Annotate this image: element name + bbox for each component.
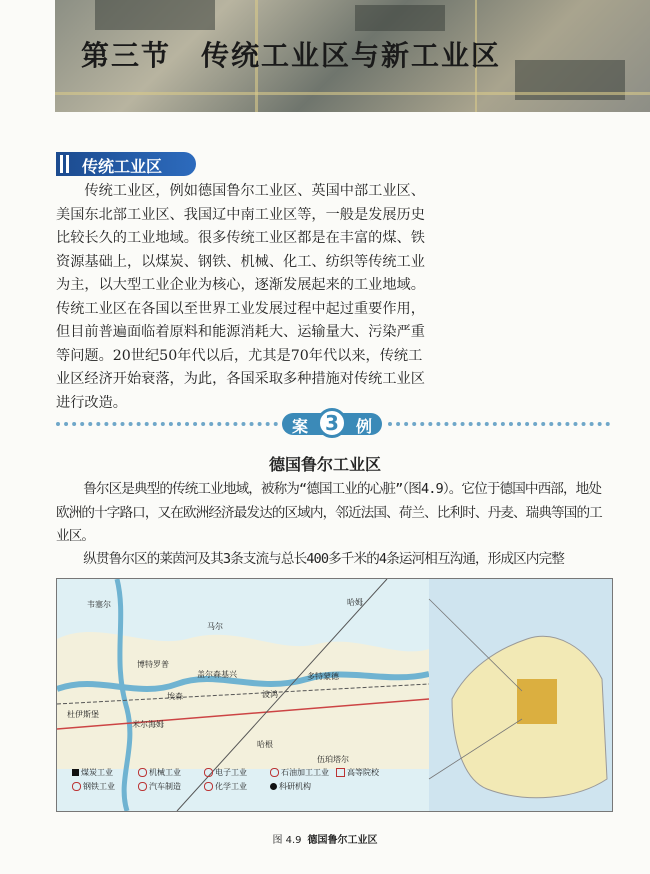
map-label-duisburg: 杜伊斯堡 xyxy=(67,710,99,719)
map-label-essen: 埃森 xyxy=(167,692,183,701)
divider-right xyxy=(388,422,610,426)
legend-item: 煤炭工业 xyxy=(72,767,132,778)
intro-paragraph: 传统工业区，例如德国鲁尔工业区、英国中部工业区、美国东北部工业区、我国辽中南工业区等，一般是发展历史比较长久的工业地域。很多传统工业区都是在丰富的煤、铁资源基础上，以煤炭、钢铁、机械、化工、纺织等传统工业为主，以大型工业企业为核心，逐渐发展起来的工业地域。传统工业区在各国以至世界工业发展过程中起过重要作用，但目前普遍面临着原料和能源消耗大、运输量大、污染严重等问题。20世纪50年代以后，尤其是70年代以来，传统工业区经济开始衰落，为此，各国采取多种措施对传统工业区进行改造。 xyxy=(56,183,425,411)
legend-item: 电子工业 xyxy=(204,767,264,778)
chapter-banner xyxy=(55,0,650,112)
divider-left xyxy=(56,422,278,426)
legend-item: 机械工业 xyxy=(138,767,198,778)
figure-title: 德国鲁尔工业区 xyxy=(307,835,378,846)
case-badge-right: 例 xyxy=(356,417,373,436)
figure-number: 图 4.9 xyxy=(272,835,302,846)
case-title: 德国鲁尔工业区 xyxy=(268,455,381,474)
map-label-marl: 马尔 xyxy=(207,622,223,631)
map-label-bottrop: 博特罗普 xyxy=(137,660,169,669)
chapter-title: 第三节 传统工业区与新工业区 xyxy=(81,39,502,72)
legend-item: 科研机构 xyxy=(270,781,330,792)
map-label-muelheim: 米尔海姆 xyxy=(132,720,164,729)
map-label-bochum: 波鸿 xyxy=(262,690,278,699)
case-badge-left: 案 xyxy=(292,417,309,436)
map-label-gelsenkirchen: 盖尔森基兴 xyxy=(197,670,237,679)
section-title: 传统工业区 xyxy=(82,157,163,176)
legend-item: 化学工业 xyxy=(204,781,264,792)
legend-item: 钢铁工业 xyxy=(72,781,132,792)
case-badge xyxy=(282,408,382,438)
section-heading xyxy=(56,152,196,176)
case-paragraph-1: 鲁尔区是典型的传统工业地域，被称为“德国工业的心脏”（图4.9）。它位于德国中西部，地处欧洲的十字路口，又在欧洲经济最发达的区域内，邻近法国、荷兰、比利时、丹麦、瑞典等国的工业区。 xyxy=(56,481,602,544)
figure-caption xyxy=(0,831,650,846)
map-legend xyxy=(72,767,412,795)
map-label-dortmund: 多特蒙德 xyxy=(307,672,339,681)
case-number: 3 xyxy=(317,408,347,438)
legend-item: 石油加工工业 xyxy=(270,767,330,778)
map-label-wuppertal: 伍珀塔尔 xyxy=(317,755,349,764)
map-label-hagen: 哈根 xyxy=(257,740,273,749)
heading-bars-icon xyxy=(60,155,72,173)
case-paragraph-2: 纵贯鲁尔区的莱茵河及其3条支流与总长400多千米的4条运河相互沟通，形成区内完整 xyxy=(83,551,564,567)
legend-item: 高等院校 xyxy=(336,767,396,778)
map-label-weseel: 韦塞尔 xyxy=(87,600,111,609)
legend-item: 汽车制造 xyxy=(138,781,198,792)
map-label-hamm: 哈姆 xyxy=(347,598,363,607)
